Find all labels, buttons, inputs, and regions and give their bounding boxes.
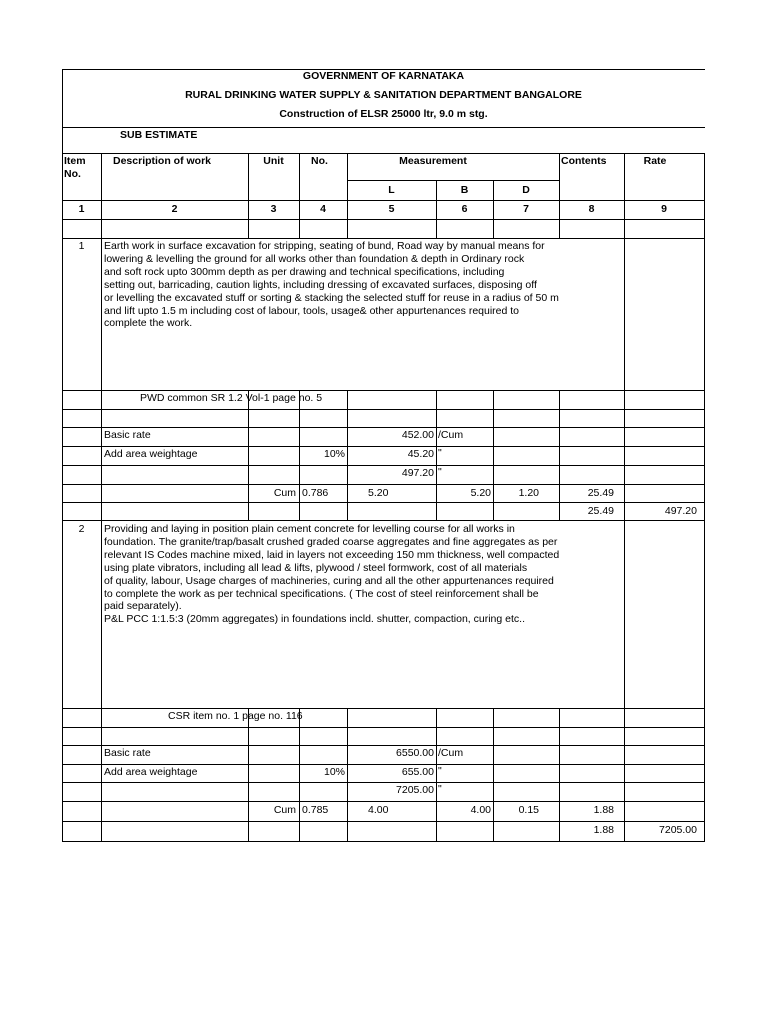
grid-line — [62, 200, 705, 201]
grid-line — [62, 238, 705, 239]
grid-line — [62, 409, 705, 410]
description-line: paid separately). — [104, 600, 182, 613]
grid-line — [559, 708, 560, 841]
ditto-mark: " — [438, 783, 442, 795]
grid-line — [62, 502, 705, 503]
measure-d: 1.20 — [518, 487, 539, 499]
header-unit: Unit — [263, 155, 284, 167]
grid-line — [704, 153, 705, 842]
measure-contents: 1.88 — [593, 804, 614, 816]
grid-line — [62, 841, 705, 842]
description-line: lowering & levelling the ground for all works other than foundation & depth in Ordinary rock — [104, 252, 525, 265]
grid-line — [62, 708, 705, 709]
item-number: 2 — [78, 523, 85, 535]
grid-line — [62, 69, 63, 842]
weightage-label: Add area weightage — [104, 448, 198, 460]
grid-line — [62, 446, 705, 447]
work-title: Construction of ELSR 25000 ltr, 9.0 m stg. — [279, 108, 488, 120]
rate-reference: PWD common SR 1.2 Vol-1 page no. 5 — [140, 392, 323, 404]
column-number: 8 — [588, 203, 595, 215]
grid-line — [62, 390, 705, 391]
grid-line — [248, 390, 249, 520]
measure-unit: Cum — [273, 804, 296, 816]
total-rate: 497.20 — [401, 467, 434, 479]
grid-line — [436, 708, 437, 841]
weightage-percent: 10% — [323, 448, 345, 460]
weightage-label: Add area weightage — [104, 766, 198, 778]
header-rate: Rate — [643, 155, 667, 167]
measure-no: 0.785 — [302, 804, 329, 816]
measure-no: 0.786 — [302, 487, 329, 499]
measure-l: 5.20 — [368, 487, 389, 499]
column-number: 3 — [270, 203, 277, 215]
basic-rate-value: 6550.00 — [396, 747, 434, 759]
column-number: 9 — [661, 203, 667, 215]
grid-line — [62, 520, 705, 521]
basic-rate-unit: /Cum — [438, 747, 464, 759]
description-line: or levelling the excavated stuff or sorting & stacking the selected stuff for reuse in a radius of 50 m — [104, 291, 559, 304]
description-line: Providing and laying in position plain cement concrete for levelling course for all works in — [104, 523, 515, 535]
grid-line — [62, 219, 705, 220]
grid-line — [62, 764, 705, 765]
weightage-percent: 10% — [323, 766, 345, 778]
grid-line — [62, 484, 705, 485]
description-line: complete the work. — [104, 317, 193, 330]
header-d: D — [522, 184, 530, 196]
grid-line — [248, 708, 249, 841]
basic-rate-label: Basic rate — [104, 429, 151, 441]
item-description — [104, 523, 620, 626]
grid-line — [62, 127, 705, 128]
grid-line — [62, 801, 705, 802]
column-number: 2 — [171, 203, 178, 215]
description-line: foundation. The granite/trap/basalt crushed graded coarse aggregates and fine aggregates as per — [104, 535, 558, 548]
item-rate: 7205.00 — [659, 824, 697, 836]
header-contents: Contents — [561, 155, 607, 167]
header-measurement: Measurement — [399, 155, 467, 167]
sum-contents: 25.49 — [587, 505, 614, 517]
grid-line — [101, 153, 102, 842]
sum-contents: 1.88 — [593, 824, 614, 836]
description-line: P&L PCC 1:1.5:3 (20mm aggregates) in foundations incld. shutter, compaction, curing etc.. — [104, 613, 525, 626]
item-number: 1 — [78, 240, 85, 252]
grid-line — [299, 153, 300, 238]
header-description: Description of work — [113, 155, 212, 167]
grid-line — [347, 180, 559, 181]
grid-line — [62, 727, 705, 728]
grid-line — [436, 390, 437, 520]
description-line: Earth work in surface excavation for stripping, seating of bund, Road way by manual means for — [104, 240, 545, 252]
column-number: 5 — [388, 203, 395, 215]
ditto-mark: " — [438, 466, 442, 478]
item-rate: 497.20 — [664, 505, 697, 517]
measure-b: 4.00 — [470, 804, 491, 816]
header-l: L — [388, 184, 395, 196]
description-line: of quality, labour, Usage charges of machineries, curing and all the other appurtenances required — [104, 574, 554, 587]
measure-unit: Cum — [273, 487, 296, 499]
column-number: 1 — [78, 203, 85, 215]
grid-line — [62, 427, 705, 428]
header-item: Item — [64, 155, 86, 167]
header-item-no: No. — [64, 168, 81, 180]
description-line: to complete the work as per technical specifications. ( The cost of steel reinforcement shall be — [104, 587, 539, 600]
measure-d: 0.15 — [518, 804, 539, 816]
description-line: and lift upto 1.5 m including cost of labour, tools, usage& other appurtenances required to — [104, 304, 520, 317]
description-line: using plate vibrators, including all lead & lifts, plywood / steel formwork, cost of all materials — [104, 561, 528, 574]
measure-b: 5.20 — [470, 487, 491, 499]
grid-line — [62, 465, 705, 466]
ditto-mark: " — [438, 765, 442, 777]
weightage-value: 45.20 — [407, 448, 434, 460]
header-b: B — [460, 184, 469, 196]
grid-line — [62, 821, 705, 822]
grid-line — [493, 708, 494, 841]
description-line: and soft rock upto 300mm depth as per drawing and technical specifications, including — [104, 265, 505, 278]
grid-line — [62, 745, 705, 746]
basic-rate-label: Basic rate — [104, 747, 151, 759]
basic-rate-unit: /Cum — [438, 429, 464, 441]
description-line: setting out, barricading, caution lights, including dressing of excavated surfaces, disposing off — [104, 278, 537, 291]
description-line: relevant IS Codes machine mixed, laid in layers not exceeding 150 mm thickness, well compacted — [104, 548, 560, 561]
rate-reference: CSR item no. 1 page no. 116 — [168, 710, 303, 722]
grid-line — [559, 153, 560, 238]
grid-line — [624, 153, 625, 842]
government-title: GOVERNMENT OF KARNATAKA — [302, 70, 465, 82]
column-number: 6 — [461, 203, 468, 215]
grid-line — [559, 390, 560, 520]
item-description — [104, 240, 620, 330]
measure-l: 4.00 — [368, 804, 389, 816]
column-number: 7 — [523, 203, 529, 215]
total-rate: 7205.00 — [396, 784, 434, 796]
grid-line — [493, 390, 494, 520]
sub-estimate-label: SUB ESTIMATE — [120, 129, 198, 141]
measure-contents: 25.49 — [587, 487, 614, 499]
basic-rate-value: 452.00 — [401, 429, 434, 441]
header-no: No. — [311, 155, 328, 167]
grid-line — [62, 153, 705, 154]
department-title: RURAL DRINKING WATER SUPPLY & SANITATION DEPARTMENT BANGALORE — [185, 89, 582, 101]
weightage-value: 655.00 — [401, 766, 434, 778]
column-number: 4 — [320, 203, 326, 215]
grid-line — [62, 782, 705, 783]
ditto-mark: " — [438, 447, 442, 459]
